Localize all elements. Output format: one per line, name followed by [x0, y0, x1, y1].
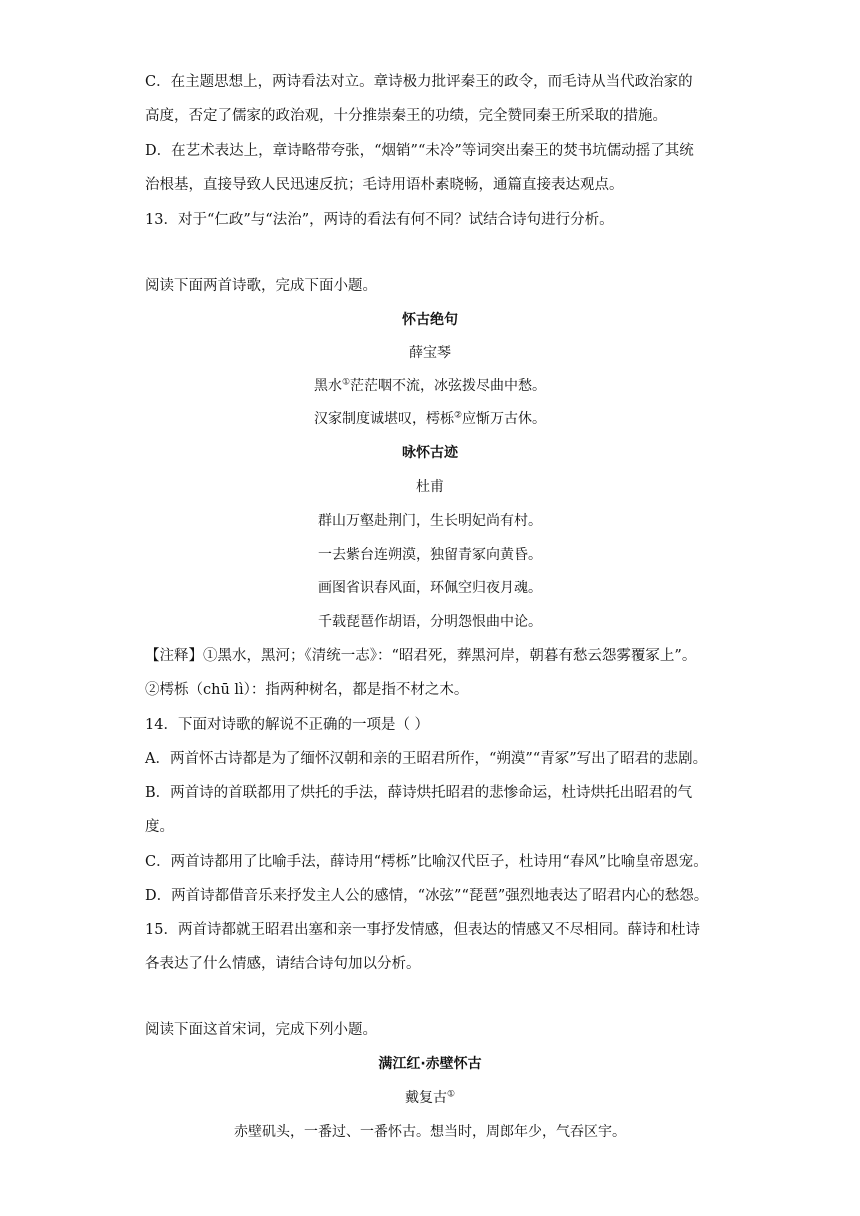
option-d-line-1: D．在艺术表达上，章诗略带夸张，“烟销”“未冷”等词突出秦王的焚书坑儒动摇了其统 [145, 143, 694, 159]
question-15-line-2: 各表达了什么情感，请结合诗句加以分析。 [145, 956, 421, 972]
poem1-line-1 [0, 376, 860, 396]
poem2-author: 杜甫 [416, 479, 444, 495]
poem1-line-2 [0, 409, 860, 429]
poem2-title: 咏怀古迹 [402, 445, 458, 461]
poem3-author-name: 戴复古 [404, 1090, 447, 1106]
option-c-line-1: C．在主题思想上，两诗看法对立。章诗极力批评秦王的政令，而毛诗从当代政治家的 [145, 74, 693, 90]
option-14-b-line-2: 度。 [145, 819, 174, 835]
question-14: 14．下面对诗歌的解说不正确的一项是（ ） [145, 717, 430, 733]
annotation-line-2: ②樗栎（chū lì）：指两种树名，都是指不材之木。 [145, 682, 469, 698]
poem3-author [0, 1088, 860, 1108]
poem1-line-2-end: 应惭万古休。 [462, 411, 547, 427]
reading-intro-song-ci: 阅读下面这首宋词，完成下列小题。 [145, 1022, 377, 1038]
poem2-line-4: 千载琵琶作胡语，分明怨恨曲中论。 [318, 614, 542, 630]
poem1-author: 薛宝琴 [409, 345, 451, 361]
poem1-line-1-end: 茫茫咽不流，冰弦拨尽曲中愁。 [350, 378, 547, 394]
footnote-mark-2: ② [453, 410, 463, 421]
poem1-line-1-start: 黑水 [313, 378, 342, 394]
annotation-line-1: 【注释】①黑水，黑河；《清统一志》：“昭君死，葬黑河岸，朝暮有愁云怨雾覆冢上”。 [145, 648, 697, 664]
poem1-line-2-start: 汉家制度诚堪叹，樗栎 [313, 411, 454, 427]
option-14-b-line-1: B．两首诗的首联都用了烘托的手法，薛诗烘托昭君的悲惨命运，杜诗烘托出昭君的气 [145, 785, 693, 801]
option-14-c: C．两首诗都用了比喻手法，薛诗用“樗栎”比喻汉代臣子，杜诗用“春风”比喻皇帝恩宠。 [145, 854, 708, 870]
poem3-title: 满江红·赤壁怀古 [378, 1056, 482, 1072]
reading-intro-poems: 阅读下面两首诗歌，完成下面小题。 [145, 278, 377, 294]
option-c-line-2: 高度，否定了儒家的政治观，十分推崇秦王的功绩，完全赞同秦王所采取的措施。 [145, 108, 667, 124]
footnote-mark-1: ① [341, 377, 351, 388]
option-14-d: D．两首诗都借音乐来抒发主人公的感情，“冰弦”“琵琶”强烈地表达了昭君内心的愁怨。 [145, 888, 709, 904]
footnote-mark-3: ① [446, 1089, 456, 1100]
poem2-line-1: 群山万壑赴荆门，生长明妃尚有村。 [318, 513, 542, 529]
poem1-title: 怀古绝句 [402, 312, 458, 328]
poem3-line-1: 赤壁矶头，一番过、一番怀古。想当时，周郎年少，气吞区宇。 [234, 1124, 626, 1140]
option-14-a: A．两首怀古诗都是为了缅怀汉朝和亲的王昭君所作，“朔漠”“青冢”写出了昭君的悲剧。 [145, 751, 708, 767]
poem2-line-2: 一去紫台连朔漠，独留青冢向黄昏。 [318, 547, 542, 563]
question-13: 13．对于“仁政”与“法治”，两诗的看法有何不同？试结合诗句进行分析。 [145, 212, 614, 228]
option-d-line-2: 治根基，直接导致人民迅速反抗；毛诗用语朴素晓畅，通篇直接表达观点。 [145, 177, 624, 193]
poem2-line-3: 画图省识春风面，环佩空归夜月魂。 [318, 580, 542, 596]
question-15-line-1: 15．两首诗都就王昭君出塞和亲一事抒发情感，但表达的情感又不尽相同。薛诗和杜诗 [145, 922, 700, 938]
